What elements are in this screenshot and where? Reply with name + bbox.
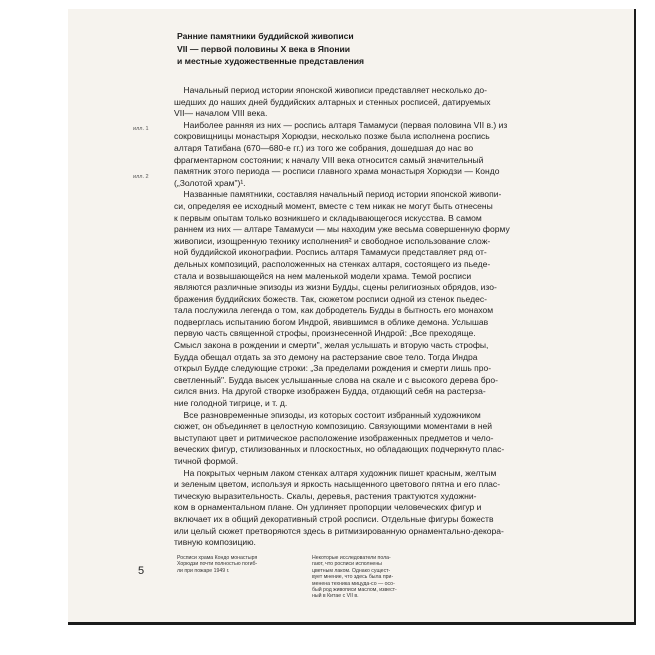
page-number: 5 <box>138 565 145 577</box>
body-line: тивную композицию. <box>174 537 256 548</box>
footnote-left <box>177 555 257 574</box>
heading-line: VII — первой половины X века в Японии <box>177 43 351 54</box>
body-line: алтаря Татибана (670—680-е гг.) из того же собрания, дошедшая до нас во <box>174 142 474 153</box>
body-line: шедших до наших дней буддийских алтарных и стенных росписей, датируемых <box>174 96 491 107</box>
body-line: или целый сюжет претворяются здесь в ритмизированную орнаментально-декора- <box>174 525 504 536</box>
footnote-line: ли при пожаре 1949 г. <box>177 567 230 574</box>
body-line: ние голодной тигрице, и т. д. <box>174 398 288 409</box>
body-line: памятник этого периода — росписи главного храма монастыря Хорюдзи — Кондо <box>174 166 500 177</box>
footnote-line: менена техника мицуда-со — осо- <box>312 580 395 587</box>
margin-note-ill-2: илл. 2 <box>133 174 149 180</box>
body-line: дельных композиций, расположенных на стенках алтаря, состоящего из пьеде- <box>174 258 491 269</box>
footnote-line: Росписи храма Кондо монастыря <box>177 555 258 561</box>
body-line: Все разновременные эпизоды, из которых состоит избранный художником <box>174 409 481 420</box>
body-line: Начальный период истории японской живописи представляет несколько до- <box>174 85 487 95</box>
body-line: открыл Будде следующие строки: „За пределами рождения и смерти лишь про- <box>174 363 492 374</box>
chapter-heading <box>177 30 437 68</box>
body-line: и зеленым цветом, используя и яркость насыщенного цветового пятна и его плас- <box>174 479 501 490</box>
body-line: тала послужила легенда о том, как добродетель Будды в бытность его монахом <box>174 305 494 316</box>
book-page <box>68 9 636 625</box>
body-line: тичной формой. <box>174 456 239 466</box>
body-line: веческих фигур, стилизованных и плоскостных, но обладающих подчеркнуто плас- <box>174 444 505 455</box>
footnote-line: бый род живописи маслом, извест- <box>312 587 397 594</box>
body-line: первую часть священной строфы, произнесенной Индрой: „Все преходяще. <box>174 328 476 339</box>
body-line: Названные памятники, составляя начальный период истории японской живопи- <box>174 189 502 200</box>
body-line: являются различные эпизоды из жизни Будды, сцены религиозных обрядов, изо- <box>174 282 497 293</box>
body-line: Будда обещал отдать за это демону на растерзание свое тело. Тогда Индра <box>174 351 478 362</box>
body-line: бражения буддийских божеств. Так, сюжетом росписи одной из стенок пьедес- <box>174 293 487 304</box>
margin-note-ill-1: илл. 1 <box>133 126 149 132</box>
footnote-line: ный в Китае с VII в. <box>312 593 359 600</box>
footnote-line: цветным лаком. Однако сущест- <box>312 567 391 574</box>
body-line: На покрытых черным лаком стенках алтаря художник пишет красным, желтым <box>174 467 497 478</box>
body-line: фрагментарном состоянии; к началу VIII века относится самый значительный <box>174 154 484 165</box>
body-line: выступают цвет и ритмическое расположение изображенных предметов и чело- <box>174 432 494 443</box>
footnote-line: вует мнение, что здесь была при- <box>312 574 394 581</box>
body-text <box>174 85 610 549</box>
body-line: живописи, изощренную технику исполнения² и свободное использование слож- <box>174 235 491 246</box>
body-line: подверглась испытанию богом Индрой, явившимся в облике демона. Услышав <box>174 316 489 327</box>
body-line: включает их в общий декоративный строй росписи. Отдельные фигуры божеств <box>174 513 494 524</box>
footnote-line: Некоторые исследователи пола- <box>312 555 391 561</box>
body-line: к первым опытам только возникшего и складывающегося искусства. В самом <box>174 212 482 223</box>
footnote-right <box>312 555 397 600</box>
body-line: Смысл закона в рождении и смерти", желая услышать и вторую часть строфы, <box>174 340 489 351</box>
heading-line: Ранние памятники буддийской живописи <box>177 31 354 41</box>
body-line: тическую выразительность. Скалы, деревья, растения трактуются художни- <box>174 490 477 501</box>
footnote-line: гают, что росписи исполнены <box>312 561 382 568</box>
body-line: сился вниз. На другой створке изображен Будда, отдающий себя на растерза- <box>174 386 486 397</box>
heading-line: и местные художественные представления <box>177 56 365 67</box>
body-line: („Золотой храм")¹. <box>174 177 246 188</box>
body-line: сокровищницы монастыря Хорюдзи, несколько позже была исполнена роспись <box>174 131 490 142</box>
body-line: си, определяя ее исходный момент, вместе с тем никак не могут быть отнесены <box>174 200 493 211</box>
body-line: сюжет, он объединяет в целостную композицию. Связующими моментами в ней <box>174 421 493 432</box>
body-line: Наиболее ранняя из них — роспись алтаря Тамамуси (первая половина VII в.) из <box>174 119 508 130</box>
body-line: ком в орнаментальном плане. Он удлиняет пропорции человеческих фигур и <box>174 502 482 513</box>
body-line: стала и возвышающейся на нем маленькой модели храма. Темой росписи <box>174 270 472 281</box>
body-line: ной буддийской иконографии. Роспись алтаря Тамамуси представляет ряд от- <box>174 247 487 258</box>
body-line: раннем из них — алтаре Тамамуси — мы находим уже весьма совершенную форму <box>174 224 510 235</box>
footnote-line: Хорюдзи почти полностью погиб- <box>177 561 258 568</box>
body-line: светленный". Будда высек услышанные слова на скале и с высокого дерева бро- <box>174 374 498 385</box>
body-line: VII— началом VIII века. <box>174 108 268 119</box>
